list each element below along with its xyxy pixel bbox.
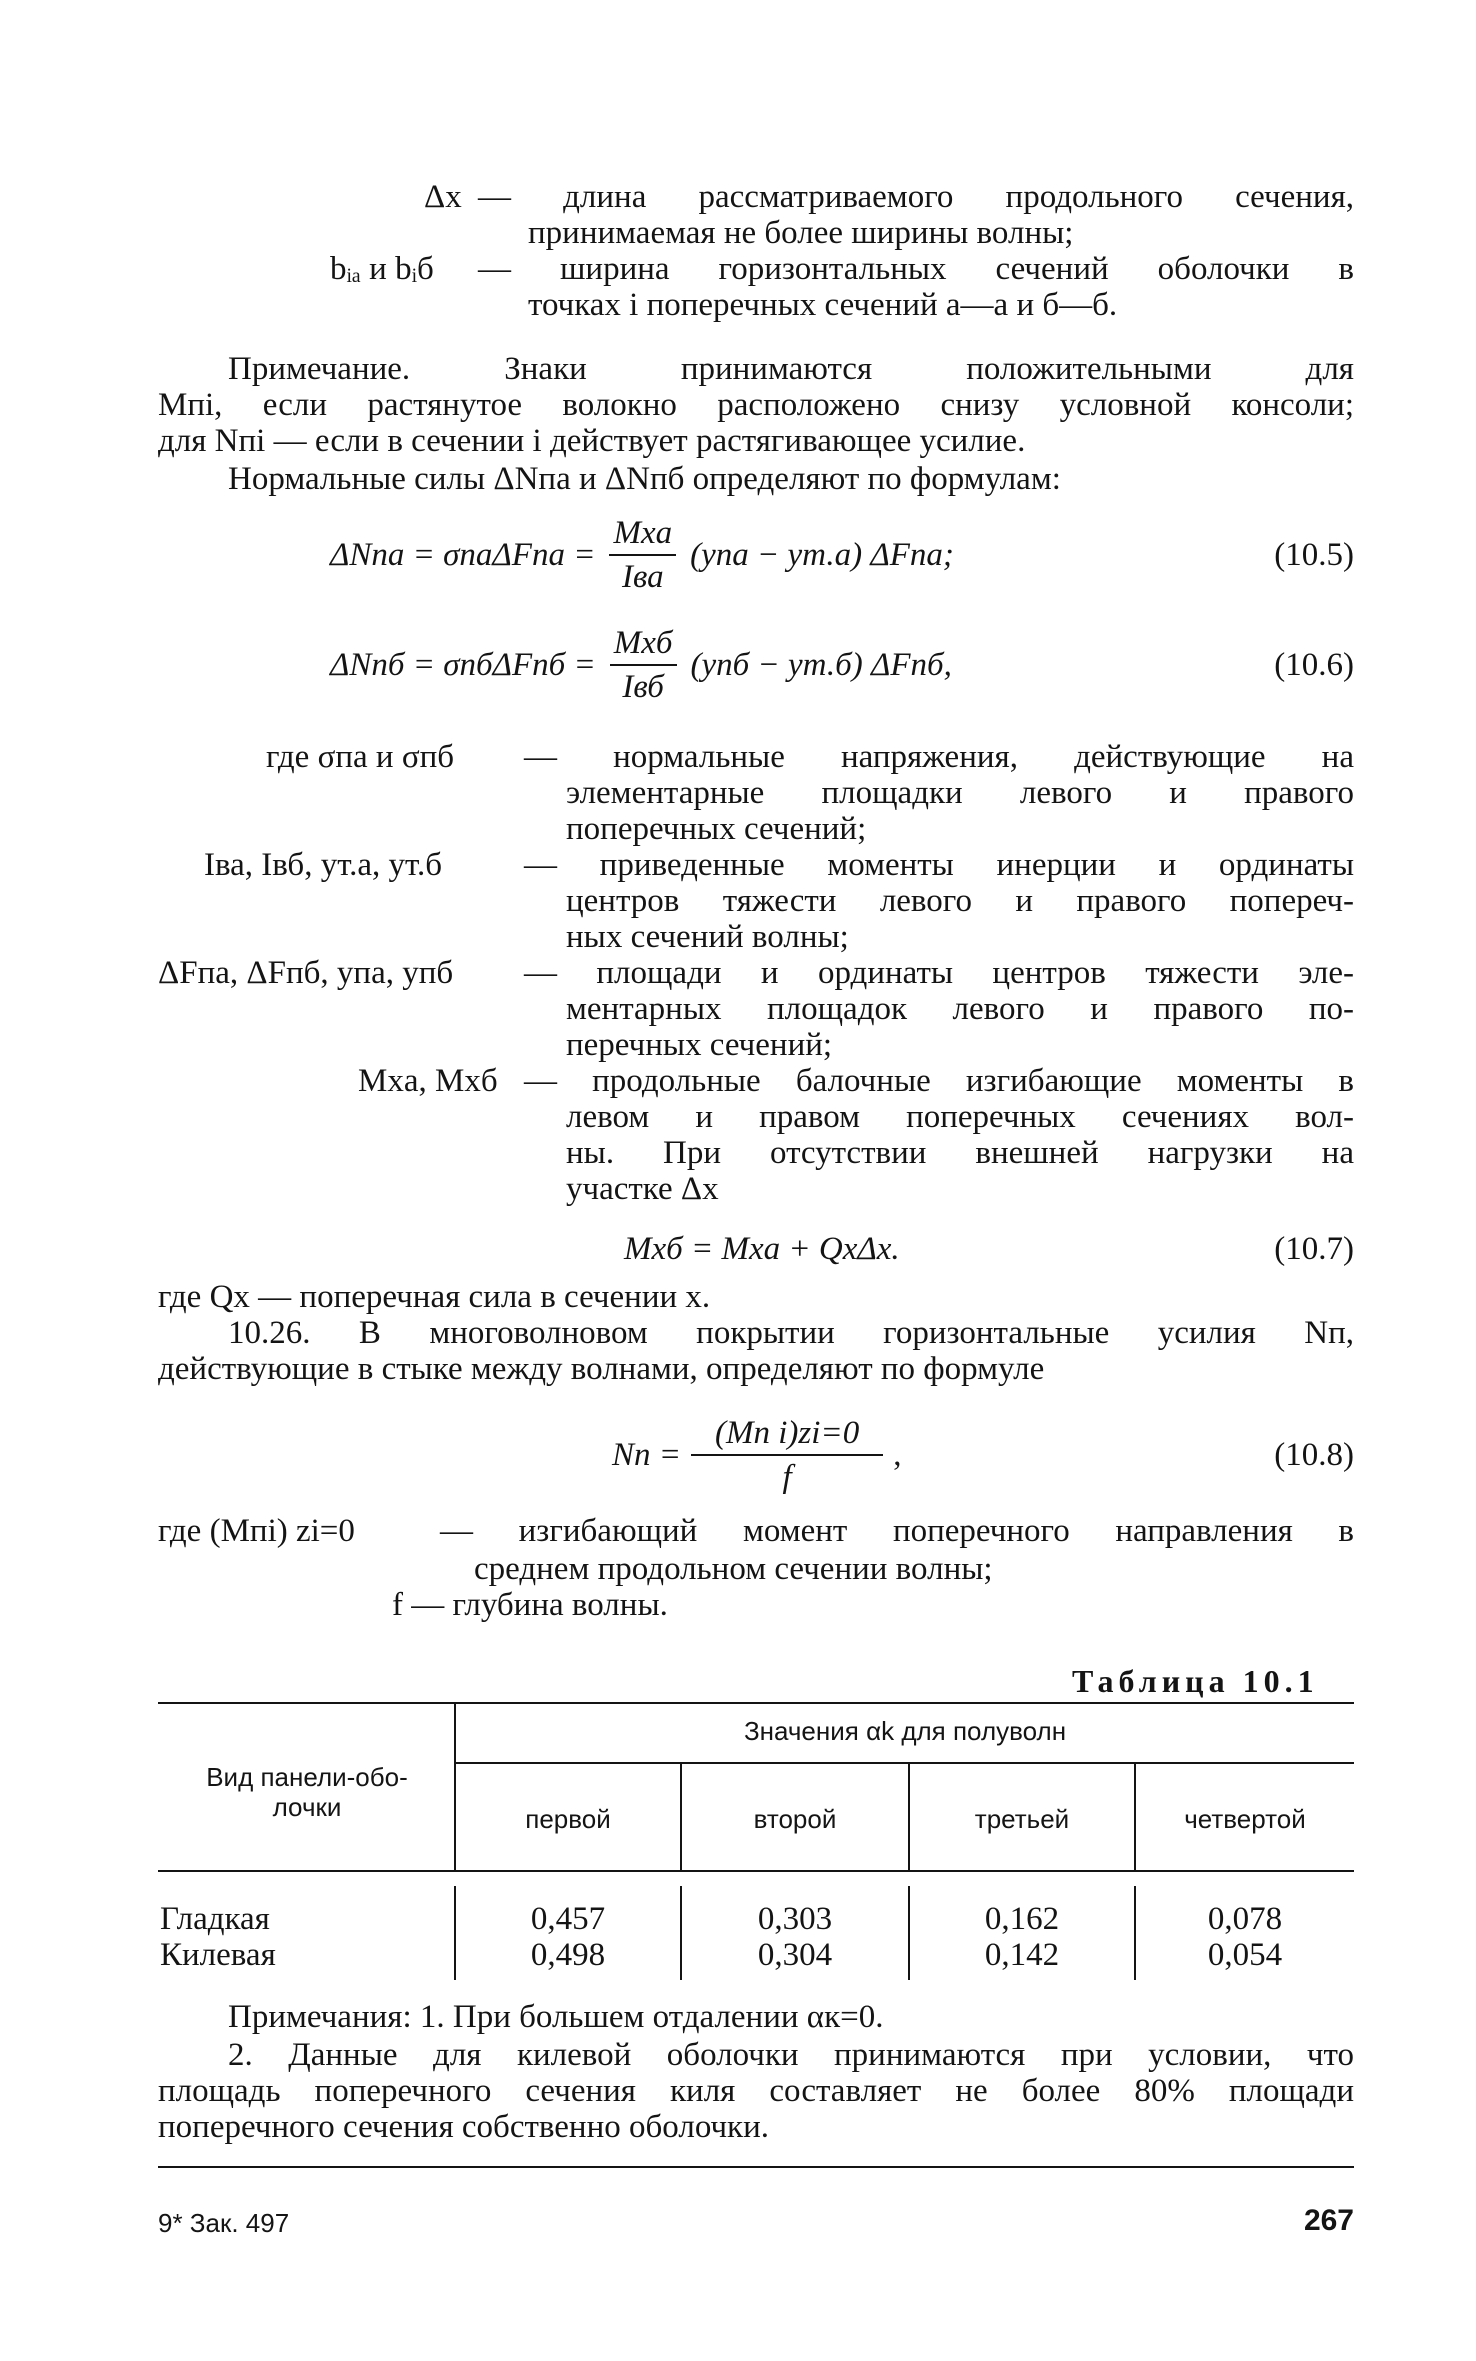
eq-10-6-rhs: (yпб − yт.б) ΔFпб,: [690, 647, 952, 683]
where-mn-line1: — изгибающий момент поперечного направления в: [440, 1513, 1354, 1549]
table-top-rule: [158, 1702, 1354, 1704]
table-subheader-4: четвертой: [1184, 1804, 1306, 1834]
def-b-text: — ширина горизонтальных сечений оболочки в: [478, 251, 1354, 287]
where-moment-term: Mxа, Mxб: [358, 1063, 498, 1099]
where-area-line3: перечных сечений;: [566, 1027, 833, 1063]
eq-10-8-tail: ,: [893, 1437, 902, 1473]
table-row-1-val-3: 0,162: [984, 1901, 1060, 1937]
where-sigma-term: где σпа и σпб: [266, 739, 455, 775]
table-header-col1-line1: Вид панели-обо-: [206, 1762, 408, 1792]
equation-10-6: [330, 610, 1354, 720]
where-moment-line4: участке Δx: [566, 1171, 719, 1207]
where-mn-line2: среднем продольном сечении волны;: [474, 1551, 993, 1587]
where-area-line1: — площади и ординаты центров тяжести эле-: [524, 955, 1354, 991]
eq-10-5-lhs: ΔNпа = σпаΔFпа =: [330, 537, 596, 573]
table-row-2-val-4: 0,054: [1207, 1937, 1283, 1973]
eq-10-5-number: (10.5): [1274, 537, 1354, 573]
note1-line2: Mпi, если растянутое волокно расположено снизу условной консоли;: [158, 387, 1354, 423]
table-row-1-val-2: 0,303: [757, 1901, 833, 1937]
table-header-col1-line2: лочки: [272, 1792, 342, 1822]
where-sigma-line2: элементарные площадки левого и правого: [566, 775, 1354, 811]
where-inertia-line2: центров тяжести левого и правого попереч-: [566, 883, 1354, 919]
table-header-col1: [160, 1762, 454, 1822]
eq-10-6-lhs: ΔNпб = σпбΔFпб =: [330, 647, 596, 683]
equation-10-5: [330, 500, 1354, 610]
table-row-2-val-2: 0,304: [757, 1937, 833, 1973]
def-dx-term: Δx: [424, 179, 462, 215]
eq-10-8-denominator: f: [782, 1459, 792, 1495]
table-row-1-val-4: 0,078: [1207, 1901, 1283, 1937]
table-row-2-val-1: 0,498: [530, 1937, 606, 1973]
page-number: 267: [1303, 2204, 1354, 2237]
where-inertia-term: Iва, Iвб, yт.а, yт.б: [204, 847, 443, 883]
eq-10-6-number: (10.6): [1274, 647, 1354, 683]
table-subheader-1: первой: [525, 1804, 611, 1834]
para-10-26-line1: 10.26. В многоволновом покрытии горизонтальные усилия Nп,: [228, 1315, 1354, 1351]
eq-10-5-numerator: Mxа: [609, 514, 676, 556]
def-dx-text: — длина рассматриваемого продольного сечения,: [478, 179, 1354, 215]
table-row-2-val-3: 0,142: [984, 1937, 1060, 1973]
table-row-1-name: Гладкая: [160, 1901, 270, 1937]
eq-10-6-denominator: Iвб: [622, 669, 664, 705]
eq-10-7-formula: Mxб = Mxа + QxΔx.: [624, 1231, 900, 1267]
eq-10-8-lhs: Nп =: [612, 1437, 682, 1473]
footer-order-number: 9* Зак. 497: [158, 2208, 290, 2238]
where-moment-line3: ны. При отсутствии внешней нагрузки на: [566, 1135, 1354, 1171]
eq-10-5-fraction: [609, 514, 676, 596]
where-moment-line2: левом и правом поперечных сечениях вол-: [566, 1099, 1354, 1135]
def-b-term: bᵢₐ и bᵢб: [330, 251, 434, 287]
eq-10-8-fraction: [691, 1414, 883, 1496]
where-moment-line1: — продольные балочные изгибающие моменты в: [524, 1063, 1354, 1099]
para-10-26-line2: действующие в стыке между волнами, определяют по формуле: [158, 1351, 1045, 1387]
where-qx: где Qx — поперечная сила в сечении x.: [158, 1279, 711, 1315]
eq-10-5-rhs: (yпа − yт.а) ΔFпа;: [690, 537, 954, 573]
where-area-line2: ментарных площадок левого и правого по-: [566, 991, 1354, 1027]
eq-10-6-fraction: [610, 624, 677, 706]
def-b-cont: точках i поперечных сечений а—а и б—б.: [528, 287, 1118, 323]
eq-10-5-denominator: Iва: [621, 559, 664, 595]
table-caption: Таблица 10.1: [1072, 1663, 1319, 1699]
table-subheader-2: второй: [753, 1804, 837, 1834]
where-inertia-line3: ных сечений волны;: [566, 919, 849, 955]
where-sigma-line1: — нормальные напряжения, действующие на: [524, 739, 1354, 775]
equation-10-8: [612, 1400, 1354, 1510]
table-row-2-name: Килевая: [160, 1937, 276, 1973]
where-mn-term: где (Mпi) zi=0: [158, 1513, 355, 1549]
where-f-line: f — глубина волны.: [392, 1587, 668, 1623]
table-notes-line4: поперечного сечения собственно оболочки.: [158, 2109, 769, 2145]
normal-forces-intro: Нормальные силы ΔNпа и ΔNпб определяют по формулам:: [228, 461, 1061, 497]
table-notes-line3: площадь поперечного сечения киля составляет не более 80% площади: [158, 2073, 1354, 2109]
table-group-rule: [456, 1762, 1354, 1764]
table-row-1-val-1: 0,457: [530, 1901, 606, 1937]
note1-line1: Примечание. Знаки принимаются положительными для: [228, 351, 1354, 387]
eq-10-8-number: (10.8): [1274, 1437, 1354, 1473]
where-area-term: ΔFпа, ΔFпб, yпа, yпб: [158, 955, 454, 991]
eq-10-6-numerator: Mxб: [610, 624, 677, 666]
table-header-group: Значения αk для полуволн: [743, 1716, 1067, 1746]
table-header-rule: [158, 1870, 1354, 1872]
where-inertia-line1: — приведенные моменты инерции и ординаты: [524, 847, 1354, 883]
table-subheader-3: третьей: [974, 1804, 1070, 1834]
def-dx-cont: принимаемая не более ширины волны;: [528, 215, 1074, 251]
footer-rule: [158, 2166, 1354, 2168]
table-notes-line1: Примечания: 1. При большем отдалении αк=0.: [228, 1999, 884, 2035]
eq-10-8-numerator: (Mп i)zi=0: [691, 1414, 883, 1456]
note1-line3: для Nпi — если в сечении i действует растягивающее усилие.: [158, 423, 1026, 459]
table-notes-line2: 2. Данные для килевой оболочки принимаются при условии, что: [228, 2037, 1354, 2073]
eq-10-7-number: (10.7): [1274, 1231, 1354, 1267]
where-sigma-line3: поперечных сечений;: [566, 811, 867, 847]
